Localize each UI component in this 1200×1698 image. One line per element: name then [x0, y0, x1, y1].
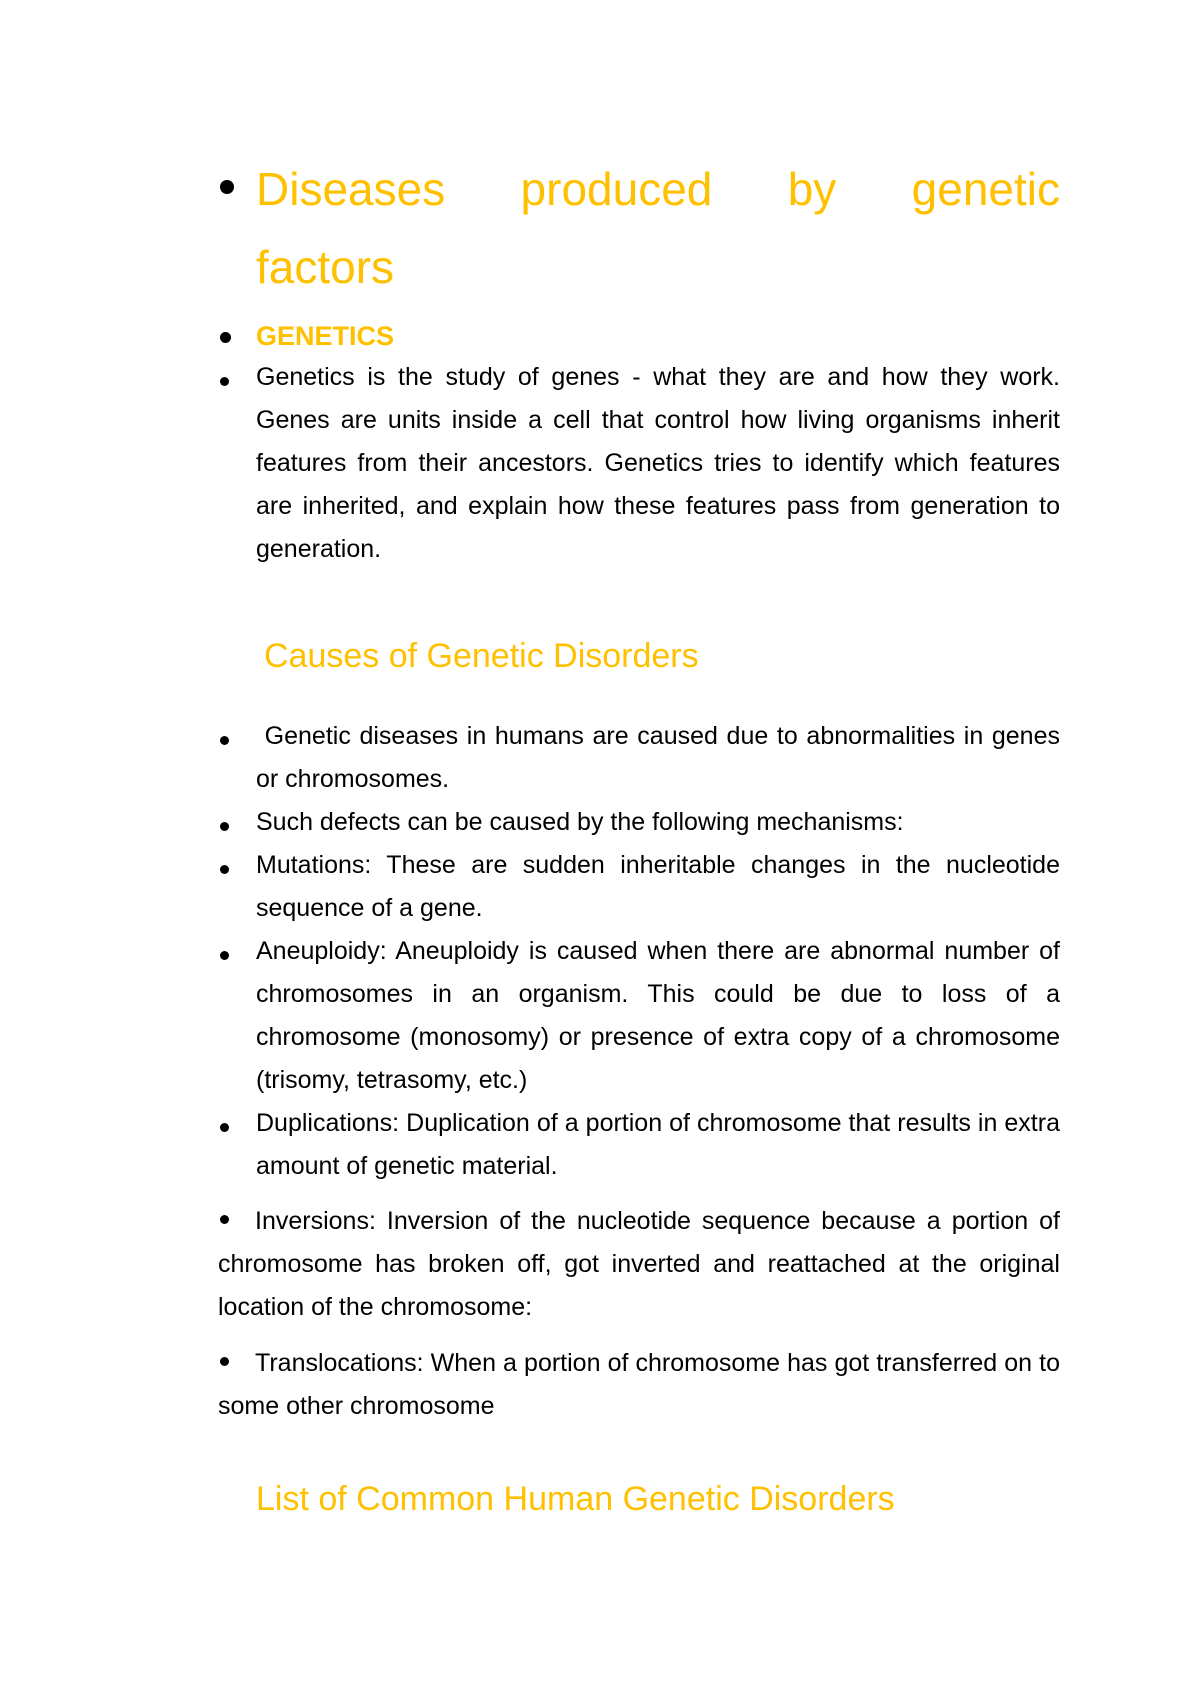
causes-heading: Causes of Genetic Disorders [264, 637, 699, 675]
inversions-paragraph [218, 1200, 1060, 1329]
title-word: by [787, 163, 837, 215]
title-bullet [220, 150, 1060, 306]
bullet-icon [220, 1357, 229, 1366]
bullet-icon [220, 373, 256, 391]
genetics-label-bullet [220, 314, 1060, 358]
list-item-text: Genetic diseases in humans are caused due to abnormalities in genes or chromosomes. [256, 722, 1067, 793]
bullet-icon [220, 732, 256, 750]
bullet-icon [220, 818, 256, 836]
title-line-2: factors [256, 241, 395, 293]
document-title [256, 150, 1060, 306]
title-word: genetic [911, 163, 1060, 215]
causes-list [220, 715, 1067, 1188]
genetics-label: GENETICS [256, 321, 395, 351]
title-word: produced [520, 163, 713, 215]
list-item [220, 801, 1060, 844]
list-item-text: Aneuploidy: Aneuploidy is caused when there are abnormal number of chromosomes in an organism. This could be due to loss of a chromosome (monosomy) or presence of extra copy of a chromosome (trisomy, tetrasomy, etc.) [256, 937, 1060, 1094]
genetics-paragraph: Genetics is the study of genes - what they are and how they work. Genes are units inside a cell that control how living organisms inherit features from their ancestors. Genetics tries to identify which features are inherited, and explain how these features pass from generation to generation. [256, 363, 1060, 563]
inversions-text: Inversions: Inversion of the nucleotide sequence because a portion of chromosome has broken off, got inverted and reattached at the original location of the chromosome: [218, 1207, 1060, 1321]
list-item [220, 930, 1060, 1102]
list-heading: List of Common Human Genetic Disorders [256, 1480, 895, 1518]
genetics-paragraph-bullet [220, 356, 1060, 571]
list-item [220, 1102, 1060, 1188]
list-item-text: Duplications: Duplication of a portion of chromosome that results in extra amount of genetic material. [256, 1109, 1060, 1180]
translocations-paragraph [218, 1342, 1060, 1428]
document-body [218, 150, 1067, 1524]
bullet-icon [220, 180, 256, 199]
translocations-text: Translocations: When a portion of chromosome has got transferred on to some other chromosome [218, 1349, 1060, 1420]
bullet-icon [220, 330, 256, 348]
list-item-text: Mutations: These are sudden inheritable changes in the nucleotide sequence of a gene. [256, 851, 1060, 922]
title-word: Diseases [256, 163, 446, 215]
list-item-text: Such defects can be caused by the following mechanisms: [256, 808, 904, 836]
bullet-icon [220, 861, 256, 879]
bullet-icon [220, 947, 256, 965]
bullet-icon [220, 1215, 229, 1224]
list-item [220, 844, 1060, 930]
bullet-icon [220, 1119, 256, 1137]
list-item [220, 715, 1067, 801]
